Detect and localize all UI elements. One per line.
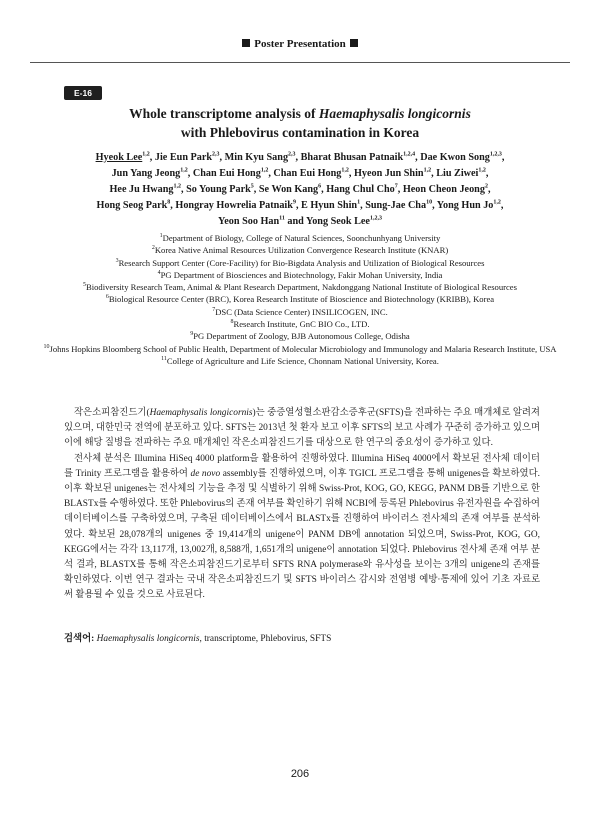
author-affiliation-mark: 8 <box>167 199 171 206</box>
author-separator: and <box>284 216 306 227</box>
author-affiliation-mark: 7 <box>394 183 398 190</box>
affiliation-text: DSC (Data Science Center) INSILICOGEN, INC. <box>215 306 388 317</box>
author-name: Bharat Bhusan Patnaik <box>300 152 404 163</box>
author-affiliation-mark: 1,2 <box>341 167 349 174</box>
author-affiliation-mark: 5 <box>250 183 254 190</box>
author-affiliation-mark: 10 <box>426 199 433 206</box>
author-list <box>50 150 550 230</box>
author-separator: , <box>295 152 301 163</box>
author-affiliation-mark: 1,2 <box>142 151 150 158</box>
affiliation-number: 1 <box>159 233 163 240</box>
affiliation-item <box>30 306 570 318</box>
author-separator: , <box>170 200 176 211</box>
author-affiliation-mark: 1,2 <box>180 167 188 174</box>
author-affiliation-mark: 1,2 <box>173 183 181 190</box>
affiliation-item <box>30 232 570 244</box>
affiliation-number: 11 <box>161 356 167 363</box>
author-name: Yong Hun Jo <box>436 200 494 211</box>
author-name: Min Kyu Sang <box>224 152 289 163</box>
author-affiliation-mark: 1,2 <box>493 199 501 206</box>
affiliation-text: Korea Native Animal Resources Utilization Convergence Research Institute (KNAR) <box>154 245 449 256</box>
author-name: Hongray Howrelia Patnaik <box>175 200 293 211</box>
author-separator: , <box>268 168 274 179</box>
author-separator: , <box>321 184 327 195</box>
author-separator: , <box>397 184 403 195</box>
author-name: Hong Seog Park <box>96 200 168 211</box>
affiliation-number: 3 <box>115 257 119 264</box>
affiliation-item <box>30 330 570 342</box>
author-affiliation-mark: 1,2,3 <box>489 151 502 158</box>
affiliation-text: Biodiversity Research Team, Animal & Plant Research Department, Nakdonggang National Institute of Biological Resources <box>86 282 517 293</box>
author-affiliation-mark: 1,2 <box>260 167 269 174</box>
affiliation-text: PG Department of Biosciences and Biotechnology, Fakir Mohan University, India <box>160 269 443 280</box>
affiliation-number: 9 <box>190 331 194 338</box>
author-name: Chan Eui Hong <box>192 168 261 179</box>
affiliation-item <box>30 293 570 305</box>
author-separator: , <box>431 168 437 179</box>
affiliation-list <box>30 232 570 367</box>
author-name: Liu Ziwei <box>436 168 479 179</box>
author-affiliation-mark: 1,2 <box>423 167 432 174</box>
author-affiliation-mark: 1 <box>357 199 361 206</box>
affiliation-item <box>30 269 570 281</box>
abstract-text: 작은소피참진드기( <box>74 408 150 418</box>
author-name: Hee Ju Hwang <box>109 184 174 195</box>
abstract-text: )는 중증열성혈소판감소증후군(SFTS)을 전파하는 주요 매개체로 알려져 있으며, 대한민국 전역에 분포하고 있다. SFTS는 2013년 첫 환자 보고 이후 SFTS의 보고 사례가 꾸준히 증가하고 있으며 이에 해당 질병을 전파하는 주요 매개체인 작은소피참진드기를 대상으로 한 연구의 중요성이 증가하고 있다. <box>64 408 540 449</box>
affiliation-number: 8 <box>230 319 234 326</box>
affiliation-text: PG Department of Zoology, BJB Autonomous College, Odisha <box>193 331 410 342</box>
author-separator: , <box>187 168 193 179</box>
author-name: So Young Park <box>186 184 251 195</box>
abstract-body <box>64 406 540 604</box>
author-affiliation-mark: 2,3 <box>212 151 220 158</box>
affiliation-item <box>30 318 570 330</box>
affiliation-item <box>30 244 570 256</box>
affiliation-number: 5 <box>83 282 86 289</box>
affiliation-number: 2 <box>151 245 155 252</box>
author-name: Yong Seok Lee <box>305 216 370 227</box>
affiliation-item <box>30 343 570 355</box>
page-number: 206 <box>290 768 310 780</box>
author-affiliation-mark: 1,2 <box>478 167 486 174</box>
title-line2-text: with Phlebovirus contamination in Korea <box>180 125 420 140</box>
author-separator: , <box>485 168 489 179</box>
affiliation-number: 6 <box>105 294 109 301</box>
affiliation-text: Johns Hopkins Bloomberg School of Public Health, Department of Molecular Microbiology and Immunology and Malaria Research Institute, USA <box>49 343 557 354</box>
author-separator: , <box>253 184 259 195</box>
affiliation-item <box>30 281 570 293</box>
author-affiliation-mark: 9 <box>292 199 296 206</box>
author-name: Hang Chul Cho <box>326 184 395 195</box>
affiliation-text: Department of Biology, College of Natural Sciences, Soonchunhyang University <box>162 233 441 243</box>
author-affiliation-mark: 1,2,4 <box>403 151 416 158</box>
affiliation-item <box>30 355 570 367</box>
author-affiliation-mark: 11 <box>279 215 285 222</box>
affiliation-number: 4 <box>157 270 161 277</box>
author-separator: , <box>149 152 155 163</box>
author-separator: , <box>432 200 437 211</box>
abstract-text: assembly를 진행하였으며, 이후 TGICL 프로그램을 통해 unigenes을 확보하였다. 이후 확보된 unigenes는 전사체의 기능을 추정 및 식별하기 위해 Swiss-Prot, KOG, GO, KEGG, PANM DB를 기반으로 한 BLASTx를 수행하였다. 또한 Phlebovirus의 존재 여부를 확인하기 위해 NCBI에 등록된 Phlebovirus 유전자원을 수집하여 데이터베이스를 구축하였으며, 구축된 데이터베이스에서 BLASTx를 진행하여 바이러스 전사체의 존재 여부를 분석하였다. 확보된 28,078개의 unigenes 중 19,414개의 unigene이 PANM DB에 annotation 되었으며, Swiss-Prot, KOG, GO, KEGG에서는 각각 13,117개, 13,002개, 8,588개, 1,651개의 unigene이 annotation 되었다. Phlebovirus 전사체 존재 여부 분석 결과, BLASTX를 통해 작은소피참진드기로부터 SFTS RNA polymerase와 유사성을 보이는 3개의 unigene의 존재를 확인하였다. 이번 연구 결과는 국내 작은소피참진드기 및 SFTS 바이러스 감시와 전염병 예방·통제에 있어 기초 자료로써 활용될 수 있을 것으로 사료된다. <box>64 468 540 601</box>
species-name: Haemaphysalis longicornis <box>149 408 253 418</box>
author-name: Sung-Jae Cha <box>365 200 427 211</box>
author-separator: , <box>487 184 491 195</box>
author-separator: , <box>348 168 354 179</box>
keywords <box>64 632 540 646</box>
affiliation-number: 7 <box>212 306 216 313</box>
title-species-name: Haemaphysalis longicornis <box>318 106 471 121</box>
author-affiliation-mark: 2,3 <box>288 151 296 158</box>
affiliation-text: College of Agriculture and Life Science, Chonnam National University, Korea. <box>166 355 439 366</box>
author-name: Hyeok Lee <box>95 152 143 163</box>
author-separator: , <box>180 184 187 195</box>
author-separator: , <box>295 200 302 211</box>
section-header-text: Poster Presentation <box>254 38 346 50</box>
author-name: Heon Cheon Jeong <box>402 184 485 195</box>
author-name: Jun Yang Jeong <box>111 168 181 179</box>
author-name: Dae Kwon Song <box>420 152 490 163</box>
author-affiliation-mark: 1,2,3 <box>369 215 382 222</box>
author-name: Hyeon Jun Shin <box>353 168 424 179</box>
square-bullet-icon <box>242 39 250 47</box>
affiliation-number: 10 <box>43 343 50 350</box>
author-separator: , <box>415 152 421 163</box>
author-separator: , <box>219 152 225 163</box>
author-separator: , <box>500 200 504 211</box>
square-bullet-icon <box>350 39 358 47</box>
author-name: Se Won Kang <box>258 184 319 195</box>
italic-term: de novo <box>190 468 221 479</box>
abstract-paragraph-2 <box>64 452 540 604</box>
abstract-id-badge: E-16 <box>64 86 102 100</box>
author-affiliation-mark: 6 <box>318 183 322 190</box>
title-line1-text: Whole transcriptome analysis of <box>129 106 319 121</box>
author-affiliation-mark: 2 <box>484 183 488 190</box>
paper-title <box>70 104 530 142</box>
author-name: E Hyun Shin <box>301 200 358 211</box>
author-separator: , <box>360 200 366 211</box>
keyword-species: Haemaphysalis longicornis <box>96 634 200 644</box>
affiliation-text: Research Support Center (Core-Facility) for Bio-Bigdata Analysis and Utilization of Biological Resources <box>118 257 485 268</box>
author-name: Yeon Soo Han <box>218 216 280 227</box>
author-separator: , <box>501 152 505 163</box>
affiliation-item <box>30 257 570 269</box>
abstract-paragraph-1 <box>64 406 540 452</box>
affiliation-text: Research Institute, GnC BIO Co., LTD. <box>233 319 370 330</box>
author-name: Chan Eui Hong <box>273 168 342 179</box>
abstract-text: 전사체 분석은 Illumina HiSeq 4000 platform을 활용하여 진행하였다. Illumina HiSeq 4000에서 확보된 전사체 데이터를 Trinity 프로그램을 활용하여 <box>64 453 540 479</box>
header-divider <box>30 62 570 63</box>
section-header <box>0 38 600 50</box>
affiliation-text: Biological Resource Center (BRC), Korea Research Institute of Bioscience and Biotechnology (KRIBB), Korea <box>108 294 495 305</box>
keywords-rest: , transcriptome, Phlebovirus, SFTS <box>199 634 332 644</box>
keywords-label: 검색어: <box>64 634 97 644</box>
author-name: Jie Eun Park <box>154 152 213 163</box>
